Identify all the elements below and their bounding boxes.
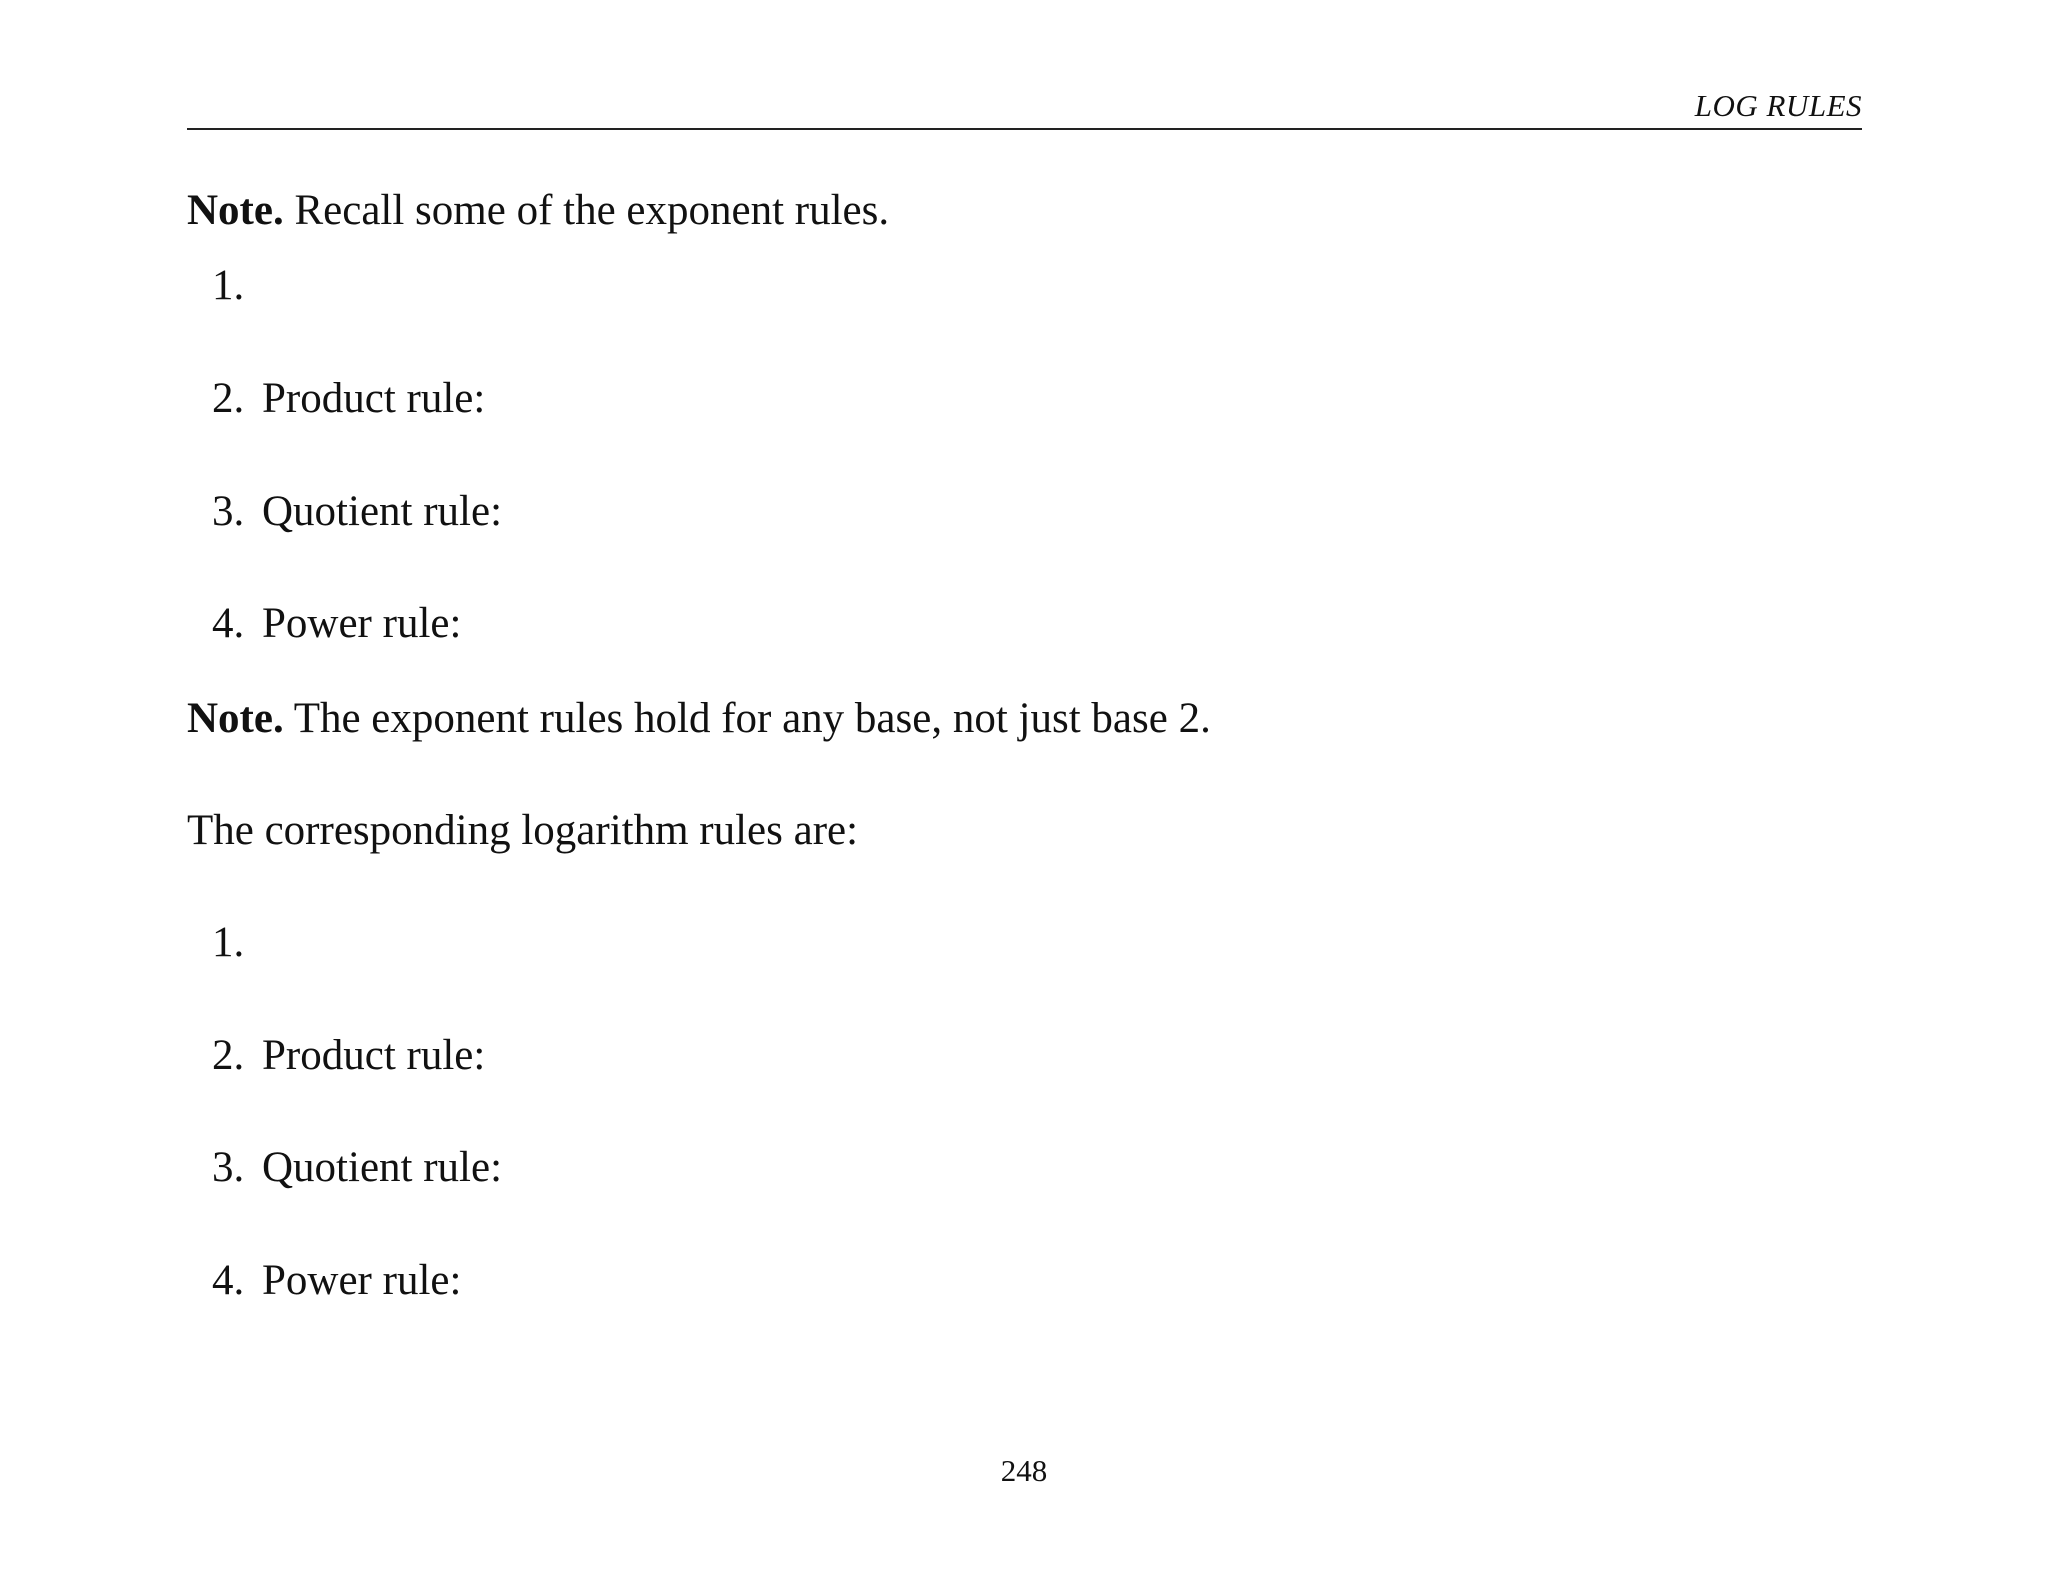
log-rule-item-2 [212, 1028, 485, 1084]
log-rule-item-1 [212, 915, 262, 971]
exponent-rule-item-2 [212, 371, 485, 427]
note-label: Note. [187, 187, 284, 234]
item-label: Quotient rule: [262, 488, 503, 535]
item-number: 4. [212, 600, 245, 647]
item-number: 2. [212, 1032, 245, 1079]
page-number: 248 [1000, 1453, 1048, 1488]
item-number: 4. [212, 1257, 245, 1304]
log-rule-item-4 [212, 1253, 461, 1309]
item-number: 3. [212, 1144, 245, 1191]
note-recall-exponent-rules [187, 183, 889, 239]
item-number: 1. [212, 919, 245, 966]
item-label: Power rule: [262, 600, 462, 647]
item-label: Product rule: [262, 375, 486, 422]
exponent-rule-item-1 [212, 258, 262, 314]
item-label: Quotient rule: [262, 1144, 503, 1191]
exponent-rule-item-4 [212, 596, 461, 652]
note-label: Note. [187, 695, 284, 742]
item-number: 3. [212, 488, 245, 535]
log-rule-item-3 [212, 1140, 502, 1196]
item-number: 2. [212, 375, 245, 422]
note-any-base [187, 691, 1211, 747]
header-rule [187, 128, 1862, 130]
note-text: The exponent rules hold for any base, not just base 2. [293, 695, 1211, 742]
running-head: LOG RULES [1694, 88, 1862, 123]
item-label: Product rule: [262, 1032, 486, 1079]
item-number: 1. [212, 262, 245, 309]
item-label: Power rule: [262, 1257, 462, 1304]
log-rules-intro: The corresponding logarithm rules are: [187, 807, 859, 854]
note-text: Recall some of the exponent rules. [294, 187, 890, 234]
exponent-rule-item-3 [212, 484, 502, 540]
